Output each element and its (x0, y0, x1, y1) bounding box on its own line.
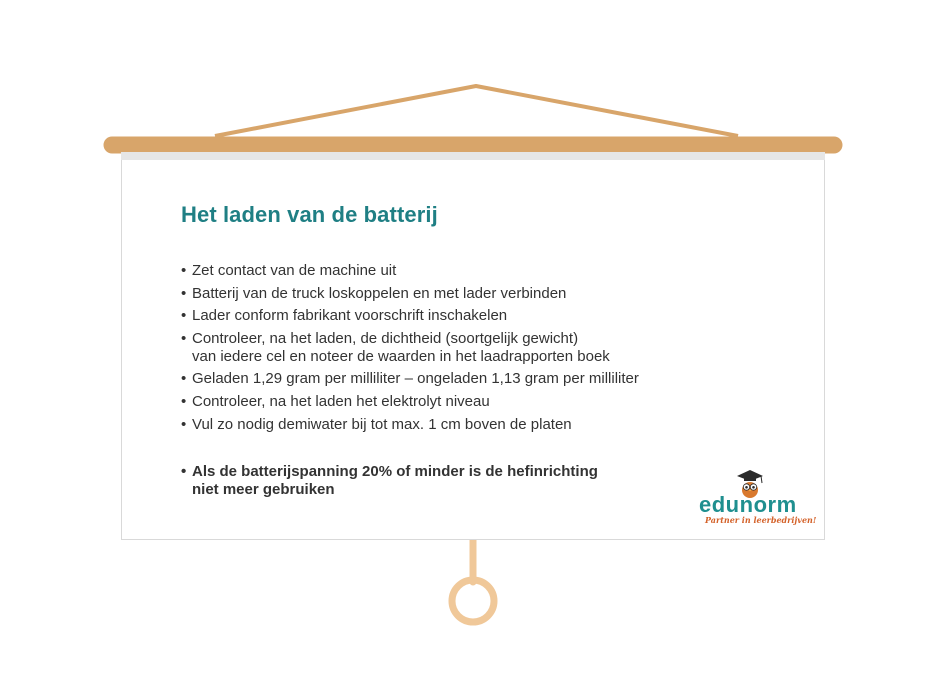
list-item (181, 262, 639, 280)
list-item-text-continued: van iedere cel en noteer de waarden in het laadrapporten boek (192, 347, 610, 365)
list-item-text: Controleer, na het laden, de dichtheid (soortgelijk gewicht) (192, 329, 579, 347)
list-item (181, 330, 639, 366)
slide-title: Het laden van de batterij (181, 202, 438, 227)
warning-note (181, 463, 598, 499)
logo-word-part2: norm (739, 492, 797, 517)
logo-word-part1: edu (699, 492, 740, 517)
list-item (181, 285, 639, 303)
list-item (181, 307, 639, 325)
bullet-dot: • (181, 392, 187, 410)
list-item (181, 370, 639, 388)
edunorm-logo (697, 466, 817, 528)
warning-line-2: niet meer gebruiken (192, 481, 335, 498)
list-item (181, 393, 639, 411)
pull-ring (452, 580, 494, 622)
warning-line-1: Als de batterijspanning 20% of minder is de hefinrichting (192, 463, 598, 480)
list-item-text: Geladen 1,29 gram per milliliter – ongeladen 1,13 gram per milliliter (192, 370, 639, 388)
logo-tagline: Partner in leerbedrijven! (705, 515, 817, 525)
bullet-dot: • (181, 262, 187, 279)
list-item-text: Batterij van de truck loskoppelen en met lader verbinden (192, 284, 567, 302)
bullet-dot: • (181, 415, 187, 433)
hanging-string (215, 86, 738, 136)
bullet-dot: • (181, 307, 187, 325)
bullet-dot: • (181, 284, 187, 302)
screen-top-shadow (121, 152, 825, 160)
list-item-text: Controleer, na het laden het elektrolyt niveau (192, 392, 490, 410)
bullet-list (181, 262, 639, 438)
bullet-dot: • (181, 329, 187, 347)
bullet-dot: • (181, 463, 187, 480)
list-item (181, 416, 639, 434)
list-item-text: Zet contact van de machine uit (192, 262, 397, 279)
list-item-text: Vul zo nodig demiwater bij tot max. 1 cm boven de platen (192, 415, 572, 433)
bullet-dot: • (181, 370, 187, 388)
list-item-text: Lader conform fabrikant voorschrift inschakelen (192, 307, 508, 325)
